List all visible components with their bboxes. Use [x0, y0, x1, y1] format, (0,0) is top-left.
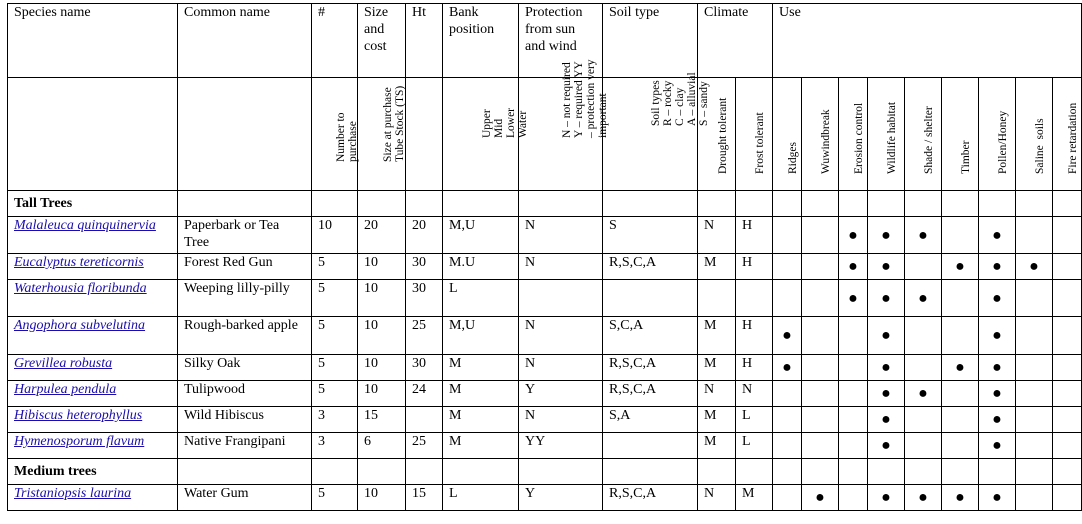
species-link[interactable]: Waterhousia floribunda — [14, 281, 147, 296]
header-species: Species name — [8, 4, 178, 78]
table-row — [8, 280, 1082, 317]
cell-size: 6 — [358, 433, 406, 459]
sub-size: Size at purchase Tube Stock (TS) — [381, 85, 406, 162]
cell-soil — [603, 280, 698, 317]
cell-num: 5 — [312, 485, 358, 511]
table-row — [8, 407, 1082, 433]
sub-drought: Drought tolerant — [716, 97, 729, 174]
cell-frost: H — [736, 317, 773, 355]
cell-prot: YY — [519, 433, 603, 459]
cell-prot: N — [519, 217, 603, 254]
cell-size: 10 — [358, 381, 406, 407]
cell-size: 10 — [358, 355, 406, 381]
sub-protection: N – not required Y – required YY – protection very important — [560, 59, 609, 138]
species-link[interactable]: Angophora subvelutina — [14, 318, 146, 333]
header-common: Common name — [178, 4, 312, 78]
cell-frost: N — [736, 381, 773, 407]
cell-common: Paperbark or Tea Tree — [178, 217, 312, 254]
cell-bank: M.U — [443, 254, 519, 280]
use-bullet: ● — [848, 226, 858, 244]
cell-drought: M — [698, 254, 736, 280]
sub-bank: Upper Mid Lower Water — [480, 107, 529, 138]
cell-num: 3 — [312, 407, 358, 433]
cell-common: Rough-barked apple — [178, 317, 312, 355]
cell-soil: S,C,A — [603, 317, 698, 355]
cell-frost: L — [736, 433, 773, 459]
section-title: Tall Trees — [8, 191, 178, 217]
cell-frost — [736, 280, 773, 317]
cell-ht: 24 — [406, 381, 443, 407]
cell-soil: R,S,C,A — [603, 254, 698, 280]
species-link[interactable]: Malaleuca quinquinervia — [14, 218, 156, 233]
cell-prot: N — [519, 407, 603, 433]
cell-common: Silky Oak — [178, 355, 312, 381]
species-link[interactable]: Tristaniopsis laurina — [14, 486, 132, 501]
use-bullet: ● — [881, 437, 891, 454]
species-link[interactable]: Hymenosporum flavum — [14, 434, 145, 449]
cell-ht: 30 — [406, 254, 443, 280]
sub-wildlife: Wildlife habitat — [886, 101, 899, 174]
cell-ht — [406, 407, 443, 433]
table-row — [8, 381, 1082, 407]
cell-prot: N — [519, 254, 603, 280]
cell-prot: Y — [519, 485, 603, 511]
section-row — [8, 459, 1082, 485]
cell-num: 5 — [312, 254, 358, 280]
use-bullet: ● — [881, 359, 891, 376]
cell-soil: R,S,C,A — [603, 381, 698, 407]
cell-ht: 30 — [406, 355, 443, 381]
cell-ht: 20 — [406, 217, 443, 254]
species-table — [7, 3, 1082, 511]
cell-drought: N — [698, 381, 736, 407]
sub-frost: Frost tolerant — [754, 112, 766, 174]
header-size: Size and cost — [358, 4, 406, 78]
use-bullet: ● — [918, 489, 928, 506]
species-link[interactable]: Hibiscus heterophyllus — [14, 408, 143, 423]
table-row — [8, 217, 1082, 254]
table-row — [8, 433, 1082, 459]
sub-windbreak: Wuwindbreak — [820, 109, 833, 174]
cell-drought: M — [698, 433, 736, 459]
cell-frost: H — [736, 254, 773, 280]
cell-bank: M,U — [443, 317, 519, 355]
use-bullet: ● — [782, 327, 792, 344]
cell-size: 20 — [358, 217, 406, 254]
cell-ht: 15 — [406, 485, 443, 511]
cell-drought: M — [698, 355, 736, 381]
cell-ht: 25 — [406, 433, 443, 459]
cell-soil: S,A — [603, 407, 698, 433]
use-bullet: ● — [992, 258, 1002, 275]
use-bullet: ● — [815, 489, 825, 506]
use-bullet: ● — [918, 385, 928, 402]
section-title: Medium trees — [8, 459, 178, 485]
use-bullet: ● — [955, 489, 965, 506]
use-bullet: ● — [881, 226, 891, 244]
sub-erosion: Erosion control — [853, 102, 866, 174]
cell-drought: N — [698, 217, 736, 254]
header-row — [8, 4, 1082, 78]
sub-soil: Soil types R – rocky C – clay A – alluvial S – sandy — [650, 72, 710, 126]
sub-shade: Shade / shelter — [923, 106, 936, 174]
cell-bank: M — [443, 433, 519, 459]
use-bullet: ● — [992, 385, 1002, 402]
cell-prot: Y — [519, 381, 603, 407]
cell-drought: M — [698, 317, 736, 355]
cell-drought: M — [698, 407, 736, 433]
use-bullet: ● — [881, 289, 891, 307]
cell-bank: M — [443, 381, 519, 407]
use-bullet: ● — [992, 226, 1002, 244]
table-row — [8, 317, 1082, 355]
cell-drought: N — [698, 485, 736, 511]
use-bullet: ● — [881, 489, 891, 506]
cell-soil: R,S,C,A — [603, 355, 698, 381]
sub-ridges: Ridges — [787, 142, 800, 174]
cell-bank: M — [443, 407, 519, 433]
species-link[interactable]: Eucalyptus tereticornis — [14, 255, 144, 270]
cell-prot: N — [519, 355, 603, 381]
cell-common: Native Frangipani — [178, 433, 312, 459]
cell-num: 5 — [312, 280, 358, 317]
cell-num: 5 — [312, 355, 358, 381]
use-bullet: ● — [955, 359, 965, 376]
cell-num: 5 — [312, 317, 358, 355]
cell-bank: L — [443, 485, 519, 511]
use-bullet: ● — [918, 226, 928, 244]
cell-ht: 25 — [406, 317, 443, 355]
cell-common: Wild Hibiscus — [178, 407, 312, 433]
cell-size: 15 — [358, 407, 406, 433]
section-row — [8, 191, 1082, 217]
header-number: # — [312, 4, 358, 78]
use-bullet: ● — [782, 359, 792, 376]
use-bullet: ● — [992, 289, 1002, 307]
cell-frost: H — [736, 355, 773, 381]
cell-num: 3 — [312, 433, 358, 459]
use-bullet: ● — [881, 385, 891, 402]
table-row — [8, 485, 1082, 511]
sub-pollen: Pollen/Honey — [997, 110, 1010, 174]
sub-fire: Fire retardation — [1067, 102, 1080, 174]
cell-ht: 30 — [406, 280, 443, 317]
cell-common: Weeping lilly-pilly — [178, 280, 312, 317]
header-soil: Soil type — [603, 4, 698, 78]
cell-frost: H — [736, 217, 773, 254]
cell-soil: R,S,C,A — [603, 485, 698, 511]
cell-common: Tulipwood — [178, 381, 312, 407]
cell-common: Forest Red Gun — [178, 254, 312, 280]
use-bullet: ● — [848, 289, 858, 307]
sub-timber: Timber — [960, 140, 973, 174]
header-height: Ht — [406, 4, 443, 78]
cell-num: 10 — [312, 217, 358, 254]
cell-bank: L — [443, 280, 519, 317]
header-climate: Climate — [698, 4, 773, 78]
cell-frost: L — [736, 407, 773, 433]
species-link[interactable]: Harpulea pendula — [14, 382, 117, 397]
use-bullet: ● — [881, 258, 891, 275]
species-link[interactable]: Grevillea robusta — [14, 356, 113, 371]
use-bullet: ● — [992, 327, 1002, 344]
cell-drought — [698, 280, 736, 317]
use-bullet: ● — [955, 258, 965, 275]
cell-size: 10 — [358, 485, 406, 511]
cell-soil — [603, 433, 698, 459]
table-row — [8, 254, 1082, 280]
use-bullet: ● — [881, 327, 891, 344]
cell-frost: M — [736, 485, 773, 511]
cell-bank: M,U — [443, 217, 519, 254]
cell-size: 10 — [358, 280, 406, 317]
subheader-row — [8, 78, 1082, 191]
header-protection: Protection from sun and wind — [519, 4, 603, 78]
use-bullet: ● — [1029, 258, 1039, 275]
use-bullet: ● — [918, 289, 928, 307]
use-bullet: ● — [992, 489, 1002, 506]
use-bullet: ● — [992, 437, 1002, 454]
cell-common: Water Gum — [178, 485, 312, 511]
cell-soil: S — [603, 217, 698, 254]
table-row — [8, 355, 1082, 381]
cell-prot: N — [519, 317, 603, 355]
cell-bank: M — [443, 355, 519, 381]
sub-number: Number to purchase — [334, 112, 359, 162]
cell-prot — [519, 280, 603, 317]
header-bank: Bank position — [443, 4, 519, 78]
sub-saline: Saline soils — [1034, 118, 1047, 174]
cell-size: 10 — [358, 254, 406, 280]
cell-num: 5 — [312, 381, 358, 407]
use-bullet: ● — [881, 411, 891, 428]
header-use: Use — [773, 4, 1082, 78]
use-bullet: ● — [992, 359, 1002, 376]
use-bullet: ● — [992, 411, 1002, 428]
cell-size: 10 — [358, 317, 406, 355]
use-bullet: ● — [848, 258, 858, 275]
